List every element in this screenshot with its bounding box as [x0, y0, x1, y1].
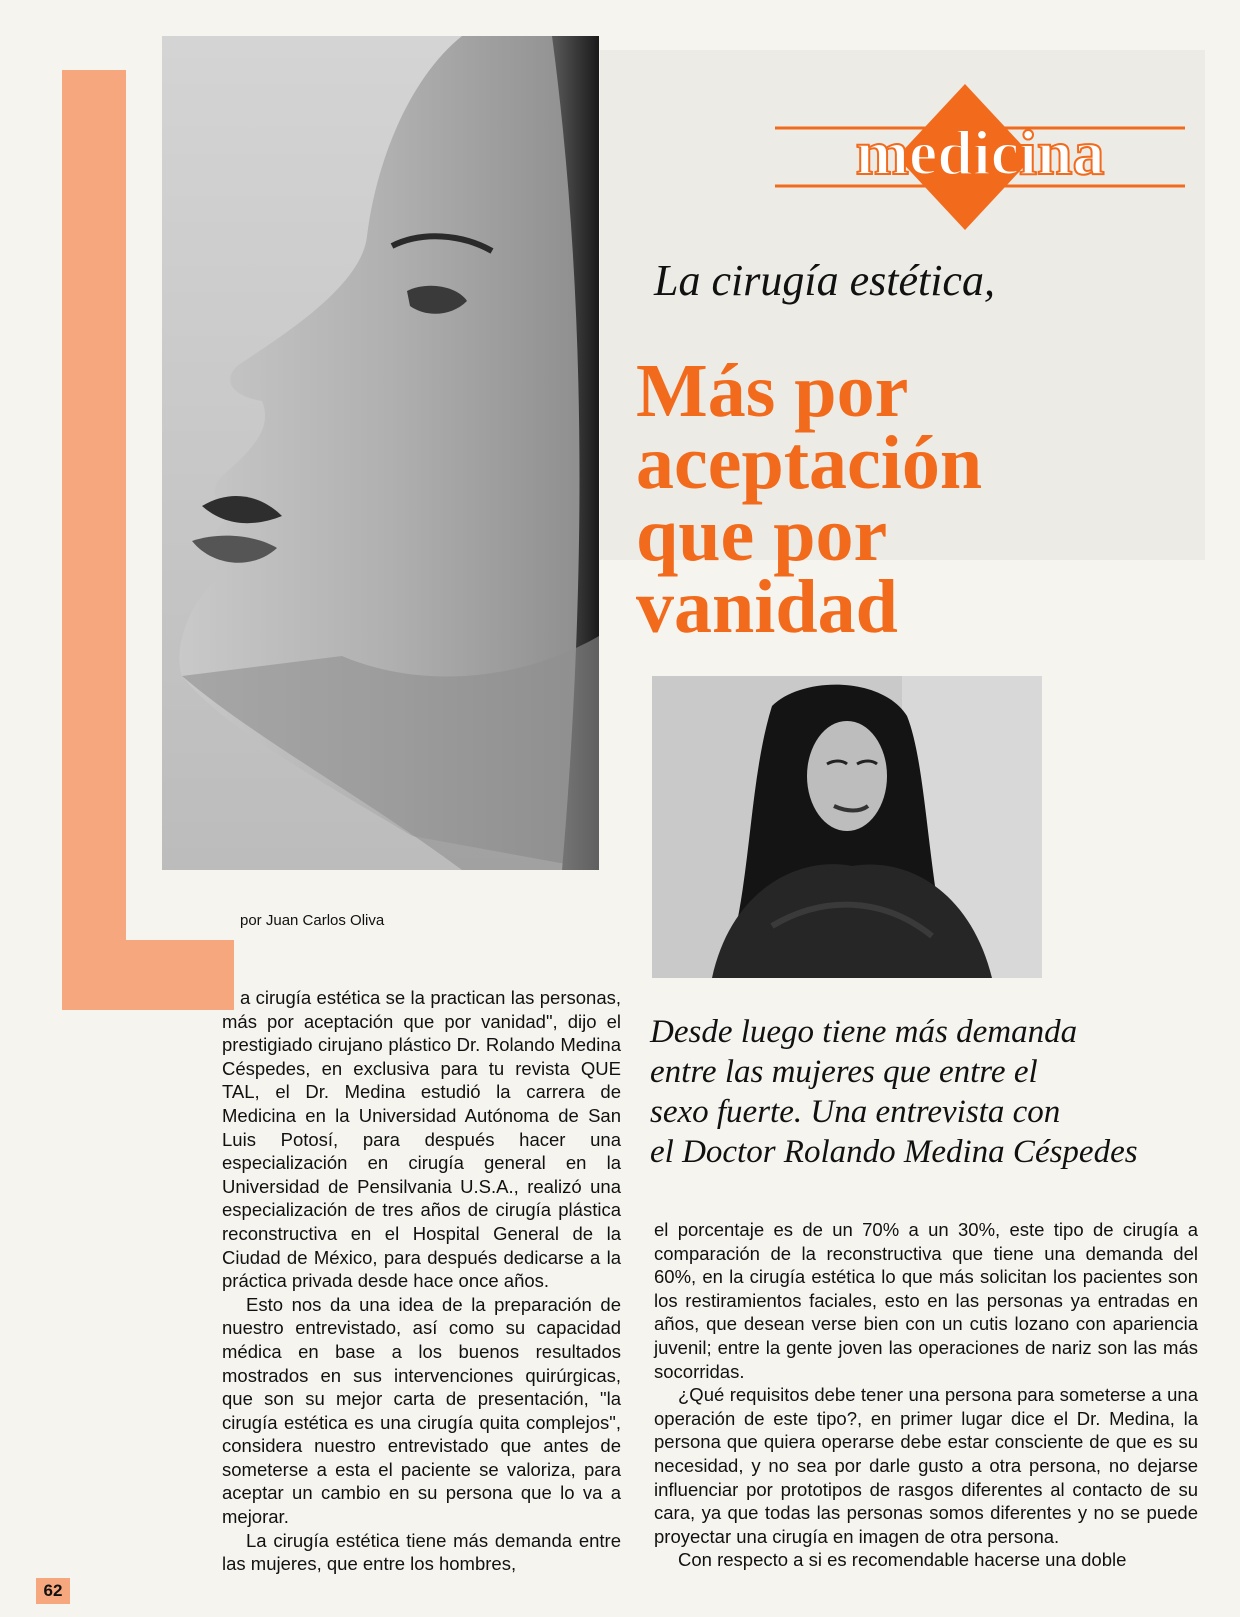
body-column-right — [654, 1218, 1198, 1572]
profile-photo — [162, 36, 599, 870]
headline-line: aceptación — [636, 421, 983, 505]
byline: por Juan Carlos Oliva — [240, 912, 385, 929]
body-paragraph: Esto nos da una idea de la preparación de nuestro entrevistado, así como su capacidad médica en base a los buenos resultados mostrados en sus intervenciones quirúrgicas, que son su mejor carta de presentación, "la cirugía estética es una cirugía quita complejos", considera nuestro entrevistado que antes de someterse a esta el paciente se valoriza, para aceptar un cambio en su persona que lo va a mejorar. — [222, 1293, 621, 1528]
deck-line: el Doctor Rolando Medina Céspedes — [650, 1134, 1138, 1170]
deck — [650, 1012, 1230, 1172]
headline-line: que por — [636, 493, 888, 577]
body-column-left — [222, 986, 621, 1576]
body-paragraph: Con respecto a si es recomendable hacerse una doble — [678, 1549, 1127, 1571]
portrait-photo-art — [652, 676, 1042, 978]
kicker: La cirugía estética, — [654, 256, 995, 305]
dropcap-l-foot — [126, 940, 234, 1010]
page-number: 62 — [36, 1578, 70, 1604]
headline-line: Más por — [636, 349, 909, 433]
body-paragraph: ¿Qué requisitos debe tener una persona para someterse a una operación de este tipo?, en primer lugar dice el Dr. Medina, la persona que quiera operarse debe estar consciente de que es su necesidad, y no sea por darle gusto a otra persona, no dejarse influenciar por prototipos de rasgos diferentes al contacto de su cara, ya que todas las personas somos diferentes y no se puede proyectar una cirugía en imagen de otra persona. — [654, 1384, 1198, 1547]
section-label: medicina — [855, 117, 1105, 188]
deck-line: sexo fuerte. Una entrevista con — [650, 1094, 1061, 1130]
section-logo-art — [775, 84, 1185, 230]
portrait-photo — [652, 676, 1042, 978]
body-paragraph: el porcentaje es de un 70% a un 30%, este tipo de cirugía a comparación de la reconstructiva que tiene una demanda del 60%, en la cirugía estética lo que más solicitan los pacientes son los restiramientos faciales, esto en las personas ya entradas en años, que desean verse bien con un cutis lozano con apariencia juvenil; entre la gente joven las operaciones de nariz son las más socorridas. — [654, 1219, 1198, 1382]
profile-photo-art — [162, 36, 599, 870]
deck-line: Desde luego tiene más demanda — [650, 1014, 1078, 1050]
body-paragraph: La cirugía estética tiene más demanda entre las mujeres, que entre los hombres, — [222, 1529, 621, 1575]
deck-line: entre las mujeres que entre el — [650, 1054, 1038, 1090]
dropcap-l — [62, 70, 126, 1010]
headline — [636, 349, 1156, 649]
section-logo — [775, 84, 1185, 230]
headline-line: vanidad — [636, 565, 898, 649]
body-paragraph: a cirugía estética se la practican las personas, más por aceptación que por vanidad", dijo el prestigiado cirujano plástico Dr. Rolando Medina Céspedes, en exclusiva para tu revista QUE TAL, el Dr. Medina estudió la carrera de Medicina en la Universidad Autónoma de San Luis Potosí, para después hacer una especialización en cirugía general en la Universidad de Pensilvania U.S.A., realizó una especialización de tres años de cirugía plástica reconstructiva en el Hospital General de la Ciudad de México, para después dedicarse a la práctica privada desde hace once años. — [222, 987, 621, 1292]
